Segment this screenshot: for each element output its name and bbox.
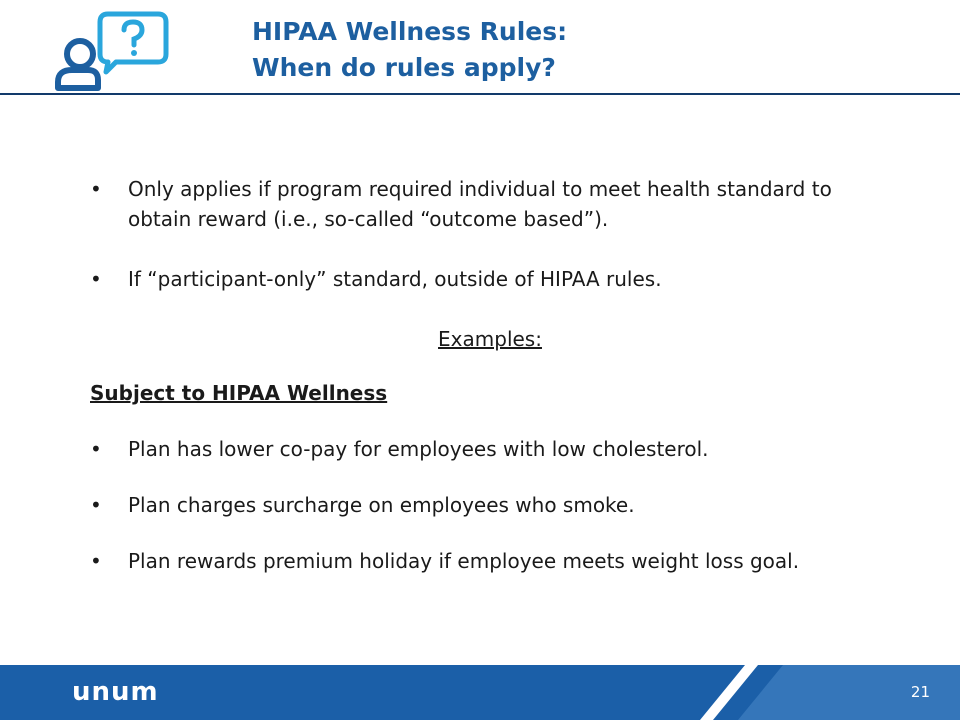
unum-logo: unum (72, 677, 159, 707)
title-line-1: HIPAA Wellness Rules: (252, 17, 568, 46)
list-item (90, 546, 890, 576)
examples-label: Examples: (438, 327, 542, 351)
footer-bar (0, 665, 960, 720)
bullet-text: Plan rewards premium holiday if employee meets weight loss goal. (128, 549, 800, 573)
bullet-text: Plan has lower co-pay for employees with low cholesterol. (128, 437, 709, 461)
list-item (90, 174, 890, 234)
bullet-text: Plan charges surcharge on employees who smoke. (128, 493, 635, 517)
bullet-text: Only applies if program required individual to meet health standard to obtain reward (i.e., so-called “outcome based”). (128, 177, 832, 231)
slide-title (252, 14, 567, 86)
list-item (90, 264, 890, 294)
person-question-icon (50, 8, 170, 92)
bullet-icon: • (90, 493, 102, 517)
slide-body (90, 174, 890, 576)
section-heading: Subject to HIPAA Wellness (90, 381, 388, 405)
bullet-icon: • (90, 267, 102, 291)
list-item (90, 490, 890, 520)
page-number: 21 (910, 683, 930, 701)
list-item (90, 434, 890, 464)
bullet-icon: • (90, 549, 102, 573)
bullet-icon: • (90, 177, 102, 201)
bullet-icon: • (90, 437, 102, 461)
title-divider (0, 93, 960, 95)
bullet-text: If “participant-only” standard, outside of HIPAA rules. (128, 267, 662, 291)
title-line-2: When do rules apply? (252, 53, 556, 82)
